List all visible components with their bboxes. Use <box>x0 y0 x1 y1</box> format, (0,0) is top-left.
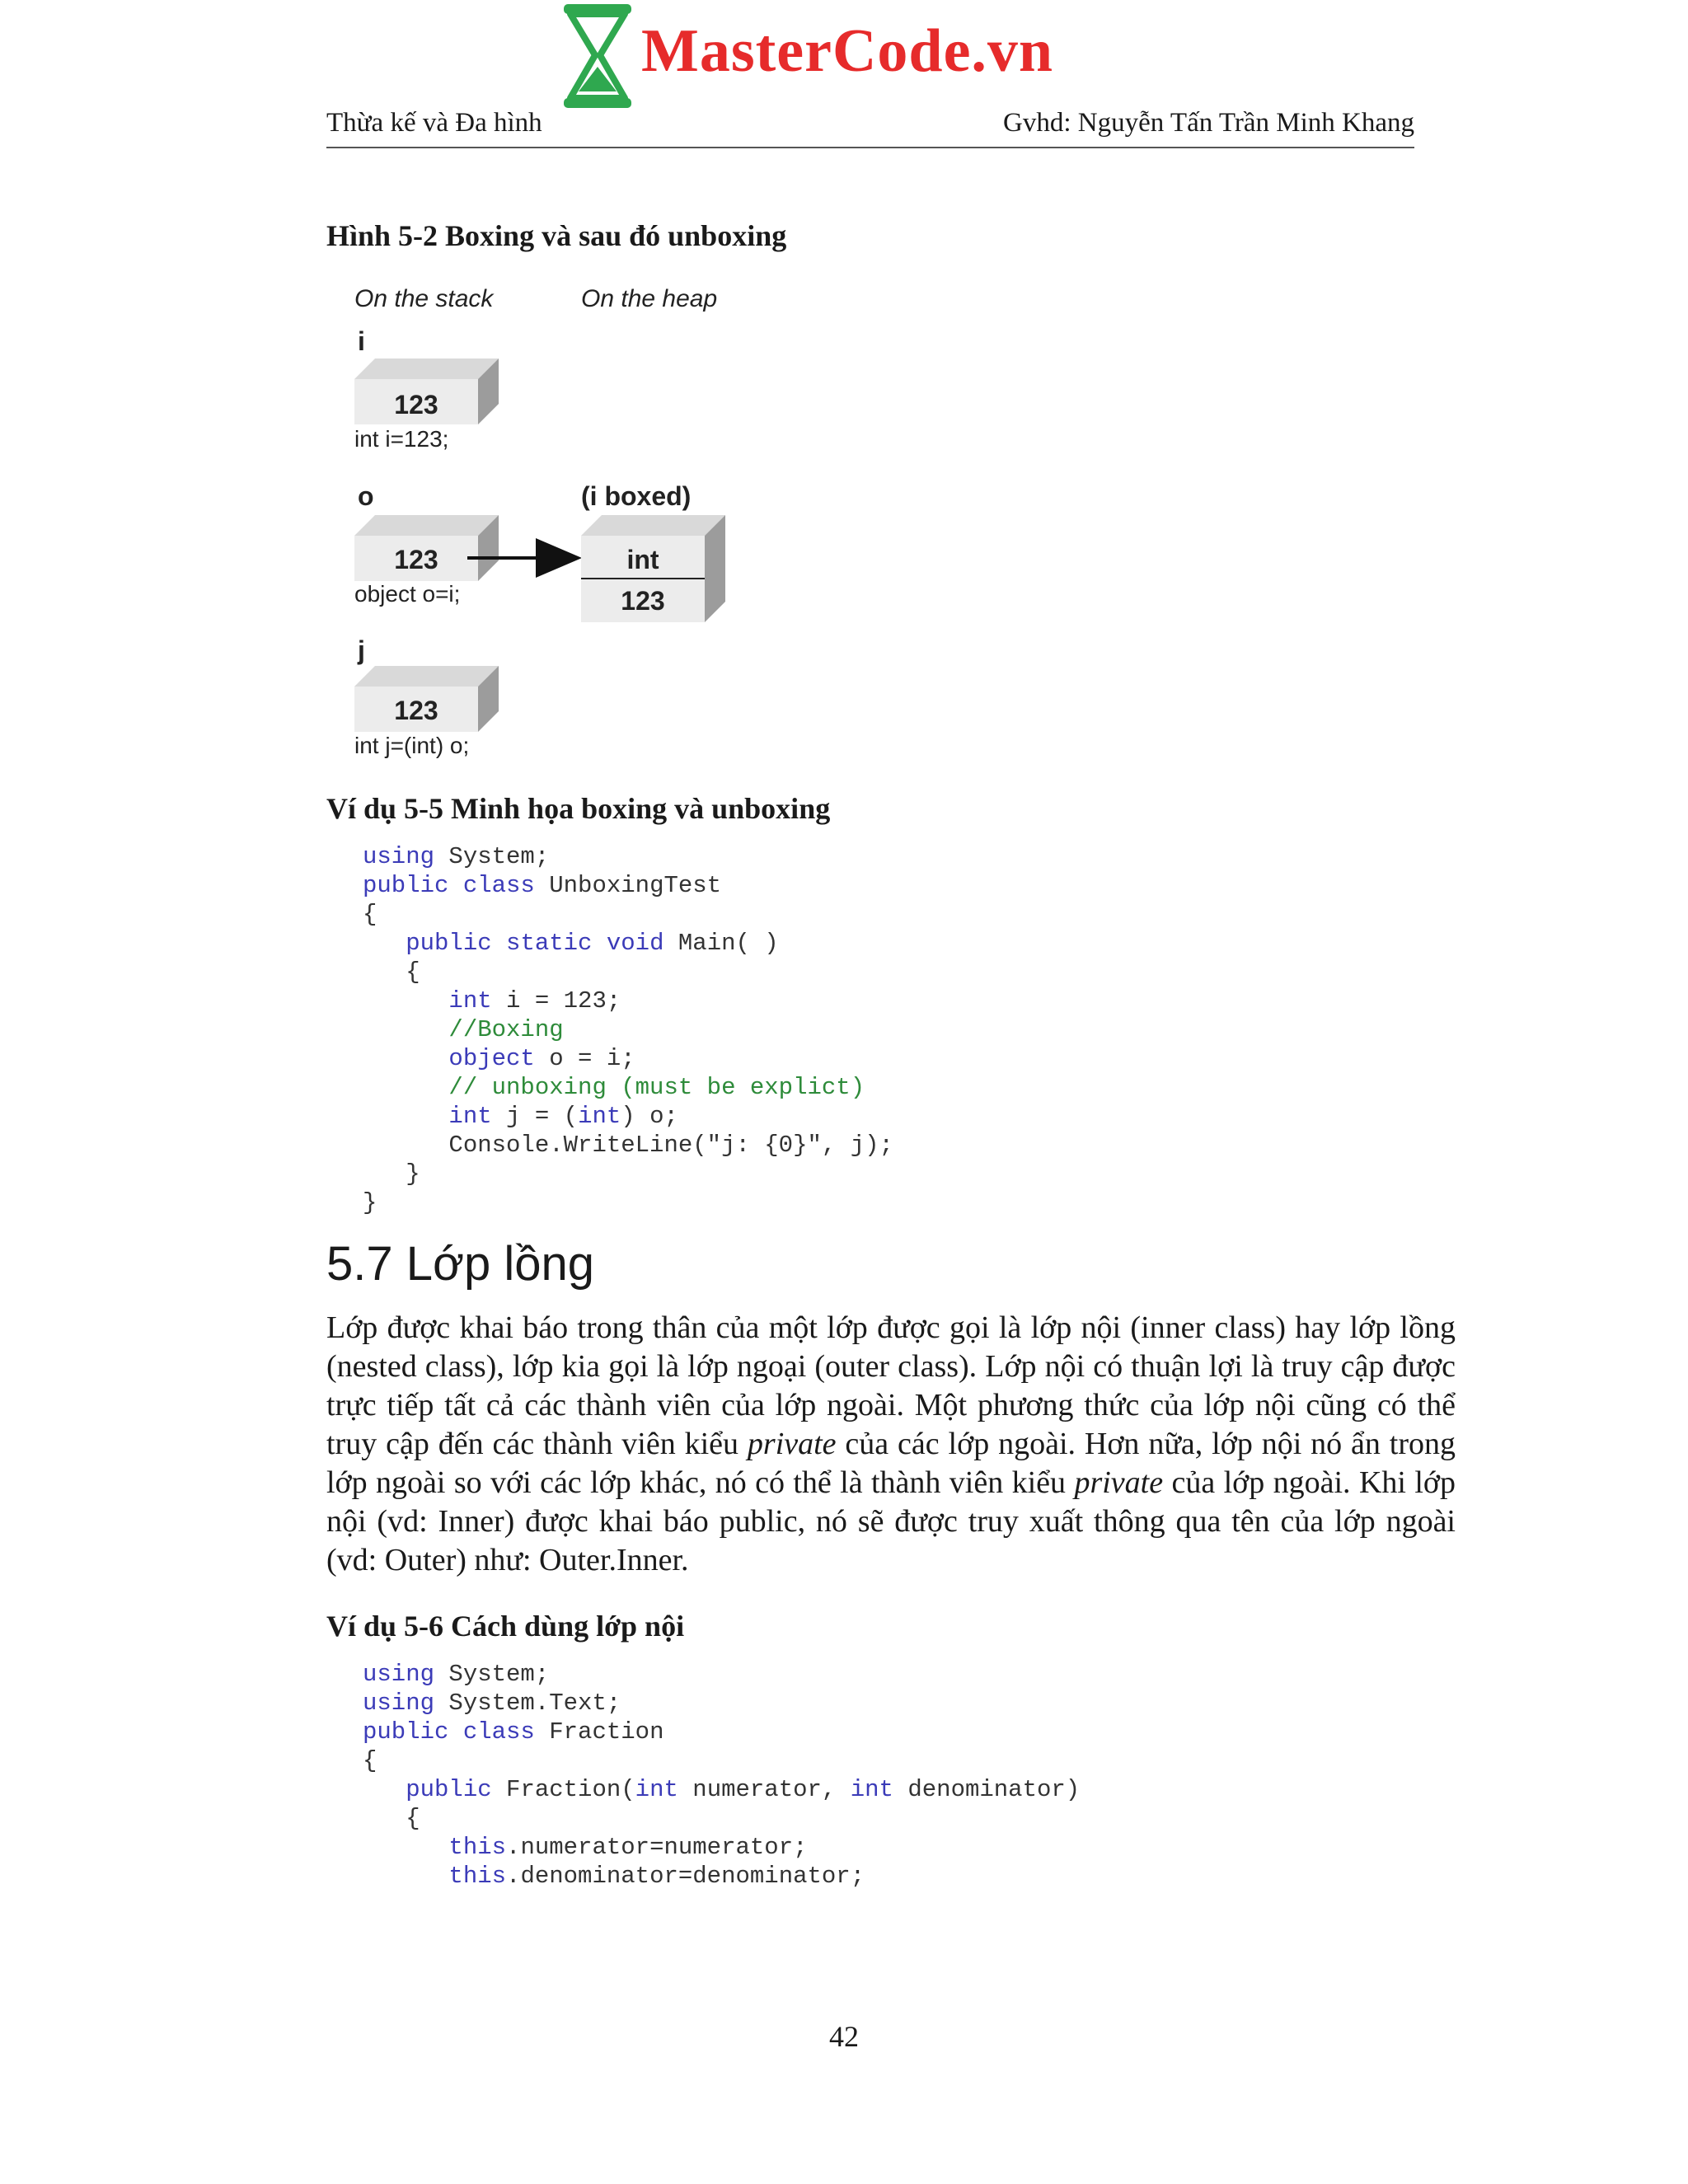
code-block-fraction <box>363 1660 1080 1891</box>
boxed-label: (i boxed) <box>581 481 692 511</box>
italic-term: private <box>747 1427 837 1461</box>
code-line: { <box>363 958 420 986</box>
section-paragraph <box>326 1309 1456 1580</box>
stack-box-j <box>354 666 499 732</box>
code-line: using System; <box>363 843 550 870</box>
header-instructor: Gvhd: Nguyễn Tấn Trần Minh Khang <box>1003 108 1414 138</box>
heap-box-boxed <box>581 515 725 622</box>
stack-box-o <box>354 515 499 581</box>
paragraph-text: của các lớp ngoài. Hơn nữa, lớp nội nó ẩn trong lớp ngoài so với các lớp khác, nó có thể là thành viên kiểu <box>326 1427 1456 1500</box>
var-o-label: o <box>358 481 374 511</box>
header-chapter-title: Thừa kế và Đa hình <box>326 108 542 138</box>
var-i-label: i <box>358 326 365 356</box>
paragraph-text: Lớp được khai báo trong thân của một lớp được gọi là lớp nội (inner class) hay lớp lồng (nested class), lớp kia gọi là lớp ngoại (outer class). Lớp nội có thuận lợi là truy cập được trực tiếp tất cả các thành viên của lớp ngoài. Một phương thức của lớp nội cũng có thể truy cập đến các thành viên kiểu <box>326 1310 1456 1461</box>
code-block-unboxing <box>363 842 893 1217</box>
statement-j: int j=(int) o; <box>354 733 470 758</box>
section-heading: 5.7 Lớp lồng <box>326 1237 595 1291</box>
value-o: 123 <box>394 545 438 574</box>
code-line: int j = (int) o; <box>448 1103 678 1130</box>
code-line: using System; <box>363 1661 550 1688</box>
code-line: Console.WriteLine("j: {0}", j); <box>363 1132 893 1159</box>
code-line: { <box>363 1805 420 1832</box>
code-line: public static void Main( ) <box>406 930 779 957</box>
hourglass-icon <box>560 2 635 110</box>
page-number: 42 <box>829 2020 859 2053</box>
code-line: { <box>363 901 377 928</box>
code-line: //Boxing <box>448 1016 564 1043</box>
code-line: public class UnboxingTest <box>363 872 722 899</box>
code-line: using System.Text; <box>363 1690 621 1717</box>
example-5-6-caption: Ví dụ 5-6 Cách dùng lớp nội <box>326 1610 685 1643</box>
code-line: { <box>363 1747 377 1774</box>
code-line: } <box>363 1189 377 1216</box>
var-j-label: j <box>358 635 365 665</box>
italic-term: private <box>1074 1465 1164 1500</box>
code-line: int i = 123; <box>448 987 621 1015</box>
value-i: 123 <box>394 390 438 419</box>
logo-text: MasterCode.vn <box>641 17 1054 85</box>
statement-o: object o=i; <box>354 581 461 607</box>
boxing-diagram <box>346 272 758 783</box>
value-boxed: 123 <box>621 586 665 616</box>
boxed-type: int <box>626 545 659 574</box>
code-line: // unboxing (must be explict) <box>448 1074 865 1101</box>
example-5-5-caption: Ví dụ 5-5 Minh họa boxing và unboxing <box>326 792 831 825</box>
stack-label: On the stack <box>354 285 494 312</box>
stack-box-i <box>354 359 499 424</box>
value-j: 123 <box>394 696 438 725</box>
code-line: this.numerator=numerator; <box>448 1834 808 1861</box>
code-line: object o = i; <box>448 1045 635 1072</box>
code-line: public class Fraction <box>363 1718 664 1746</box>
code-line: this.denominator=denominator; <box>448 1863 865 1890</box>
heap-label: On the heap <box>581 285 718 312</box>
figure-caption: Hình 5-2 Boxing và sau đó unboxing <box>326 219 787 252</box>
code-line: } <box>363 1160 420 1188</box>
paragraph-text: của lớp ngoài. Khi lớp nội (vd: Inner) được khai báo public, nó sẽ được truy xuất thông qua tên của lớp ngoài (vd: Outer) như: Outer.Inner. <box>326 1465 1456 1577</box>
statement-i: int i=123; <box>354 426 449 452</box>
mastercode-logo <box>560 0 1053 111</box>
code-line: public Fraction(int numerator, int denominator) <box>406 1776 1081 1803</box>
running-header <box>326 105 1414 148</box>
